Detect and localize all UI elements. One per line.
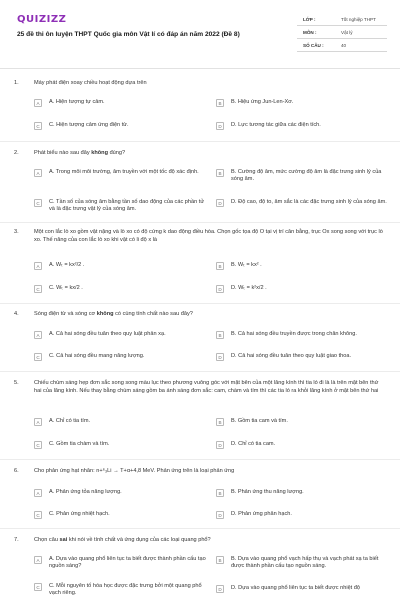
question-text: Một con lắc lò xo gồm vật nặng và lò xo có độ cứng k dao động điều hòa. Chọn gốc tọa độ O tại vị trí cân bằng, trục Ox song song với trục lò xo. Thế năng của con lắc lò xo khi vật có li độ x là <box>34 229 383 243</box>
question-text: Cho phản ứng hạt nhân: n+⁶₃Li → T+α+4,8 MeV. Phản ứng trên là loại phản ứng <box>34 468 235 474</box>
question-divider <box>0 303 400 304</box>
option-text: D. Chỉ có tia cam. <box>231 441 276 448</box>
option-d[interactable] <box>216 199 388 207</box>
option-letter: A <box>34 169 42 177</box>
question-text: Phát biểu nào sau đây không đúng? <box>34 150 126 156</box>
info-key: LỚP : <box>303 16 316 22</box>
option-letter: A <box>34 418 42 426</box>
option-text: A. Cả hai sóng đều tuân theo quy luật phản xạ. <box>49 331 166 338</box>
option-letter: D <box>216 199 224 207</box>
option-text: B. Gồm tia cam và tím. <box>231 418 288 425</box>
option-b[interactable] <box>216 331 388 339</box>
question-number: 7. <box>14 537 19 543</box>
emphasis-word: không <box>96 311 114 317</box>
question-number: 1. <box>14 80 19 86</box>
option-d[interactable] <box>216 585 388 593</box>
question-text: Chọn câu sai khi nói về tính chất và ứng dụng của các loại quang phổ? <box>34 537 211 543</box>
option-text: C. Tần số của sóng âm bằng tần số dao động của các phần tử và là đặc trưng vật lý của sóng âm. <box>49 198 205 213</box>
option-b[interactable] <box>216 99 388 107</box>
option-letter: D <box>216 441 224 449</box>
option-text: C. Hiện tượng cảm ứng điện từ. <box>49 122 129 129</box>
option-b[interactable] <box>216 418 388 426</box>
option-b[interactable] <box>216 489 388 497</box>
info-value: 40 <box>341 42 347 48</box>
option-letter: B <box>216 418 224 426</box>
option-text: A. Trong môi môi trường, âm truyền với một tốc độ xác định. <box>49 168 199 175</box>
option-text: B. Dựa vào quang phổ vạch hấp thụ và vạch phát xạ ta biết được thành phần cấu tạo nguồn sáng. <box>231 555 379 570</box>
option-letter: B <box>216 262 224 270</box>
option-a[interactable] <box>34 99 206 107</box>
option-letter: D <box>216 585 224 593</box>
option-d[interactable] <box>216 285 388 293</box>
info-box <box>297 13 387 52</box>
info-key: SỐ CÂU : <box>303 42 324 48</box>
emphasis-word: không <box>91 150 109 156</box>
option-text: A. Wₜ = kx²/2 . <box>49 262 85 269</box>
option-text: A. Phản ứng tỏa năng lượng. <box>49 489 122 496</box>
option-letter: D <box>216 353 224 361</box>
option-letter: C <box>34 285 42 293</box>
option-letter: C <box>34 441 42 449</box>
option-text: D. Wₜ = k²x/2 . <box>231 285 267 292</box>
option-letter: D <box>216 511 224 519</box>
question-number: 2. <box>14 150 19 156</box>
option-letter: C <box>34 353 42 361</box>
option-c[interactable] <box>34 441 206 449</box>
quizizz-logo: QUIZIZZ <box>17 14 67 25</box>
question-number: 6. <box>14 468 19 474</box>
option-text: B. Wₜ = kx² . <box>231 262 262 269</box>
info-value: Tốt nghiệp THPT <box>341 16 376 22</box>
question-text: Chiếu chùm sáng hẹp đơn sắc song song màu lục theo phương vuông góc với mặt bên của một lăng kính thì tia ló đi là là trên mặt bên thứ hai của lăng kính. Nếu thay bằng chùm sáng gồm ba ánh sáng đơn sắc: cam, chàm và tím thì các tia ló ra khỏi lăng kính ở mặt bên thứ hai <box>34 380 379 394</box>
option-text: C. Cả hai sóng đều mang năng lượng. <box>49 353 145 360</box>
question-divider <box>0 459 400 460</box>
option-letter: A <box>34 262 42 270</box>
option-c[interactable] <box>34 285 206 293</box>
option-letter: B <box>216 169 224 177</box>
question-divider <box>0 371 400 372</box>
option-text: D. Cả hai sóng đều tuân theo quy luật giao thoa. <box>231 353 352 360</box>
info-key: MÔN : <box>303 29 317 35</box>
option-a[interactable] <box>34 489 206 497</box>
question-divider <box>0 528 400 529</box>
document-title: 25 đề thi ôn luyện THPT Quốc gia môn Vật lí có đáp án năm 2022 (Đề 8) <box>17 31 240 38</box>
option-text: B. Cường độ âm, mức cường độ âm là đặc trưng sinh lý của sóng âm. <box>231 168 382 183</box>
option-text: A. Hiện tượng tự cảm. <box>49 99 105 106</box>
option-text: C. Mỗi nguyên tố hóa học được đặc trưng bởi một quang phổ vạch riêng. <box>49 582 202 597</box>
option-d[interactable] <box>216 122 388 130</box>
option-c[interactable] <box>34 583 206 598</box>
info-row-count <box>297 39 387 52</box>
question-divider <box>0 222 400 223</box>
option-d[interactable] <box>216 353 388 361</box>
emphasis-word: sai <box>59 537 68 543</box>
option-letter: B <box>216 331 224 339</box>
option-c[interactable] <box>34 199 206 214</box>
option-text: C. Gồm tia chàm và tím. <box>49 441 110 448</box>
question-text: Sóng điện từ và sóng cơ không có cùng tính chất nào sau đây? <box>34 311 193 317</box>
option-a[interactable] <box>34 556 206 571</box>
option-letter: A <box>34 489 42 497</box>
option-text: C. Phản ứng nhiệt hạch. <box>49 511 110 518</box>
question-text: Máy phát điện xoay chiều hoạt động dựa trên <box>34 80 147 86</box>
option-letter: A <box>34 99 42 107</box>
option-letter: B <box>216 489 224 497</box>
option-a[interactable] <box>34 169 206 177</box>
option-a[interactable] <box>34 418 206 426</box>
option-b[interactable] <box>216 262 388 270</box>
question-divider <box>0 141 400 142</box>
option-d[interactable] <box>216 441 388 449</box>
option-b[interactable] <box>216 169 388 184</box>
info-row-class <box>297 13 387 26</box>
option-text: D. Phản ứng phân hạch. <box>231 511 292 518</box>
option-text: D. Dựa vào quang phổ liên tục ta biết được nhiệt độ <box>231 584 361 591</box>
option-text: D. Độ cao, độ to, âm sắc là các đặc trưng sinh lý của sóng âm. <box>231 198 387 205</box>
option-letter: C <box>34 199 42 207</box>
option-letter: D <box>216 122 224 130</box>
option-letter: A <box>34 556 42 564</box>
option-letter: B <box>216 99 224 107</box>
option-text: A. Chỉ có tia tím. <box>49 418 91 425</box>
option-letter: C <box>34 122 42 130</box>
option-d[interactable] <box>216 511 388 519</box>
option-text: B. Cả hai sóng đều truyền được trong chân không. <box>231 331 357 338</box>
option-letter: C <box>34 511 42 519</box>
option-a[interactable] <box>34 331 206 339</box>
option-letter: D <box>216 285 224 293</box>
option-letter: C <box>34 583 42 591</box>
option-c[interactable] <box>34 511 206 519</box>
option-text: B. Phản ứng thu năng lượng. <box>231 489 304 496</box>
option-text: A. Dựa vào quang phổ liên tục ta biết được thành phần cấu tạo nguồn sáng? <box>49 555 206 570</box>
info-value: Vật lý <box>341 29 353 35</box>
option-letter: A <box>34 331 42 339</box>
option-c[interactable] <box>34 122 206 130</box>
option-text: D. Lực tương tác giữa các điện tích. <box>231 122 321 129</box>
info-row-subject <box>297 26 387 39</box>
option-a[interactable] <box>34 262 206 270</box>
question-number: 4. <box>14 311 19 317</box>
option-text: B. Hiệu ứng Jun-Len-Xơ. <box>231 99 294 106</box>
header-divider <box>0 68 400 69</box>
option-letter: B <box>216 556 224 564</box>
worksheet-header <box>0 0 400 70</box>
option-c[interactable] <box>34 353 206 361</box>
question-number: 3. <box>14 229 19 235</box>
option-b[interactable] <box>216 556 388 571</box>
option-text: C. Wₜ = kx/2 . <box>49 285 83 292</box>
question-number: 5. <box>14 380 19 386</box>
